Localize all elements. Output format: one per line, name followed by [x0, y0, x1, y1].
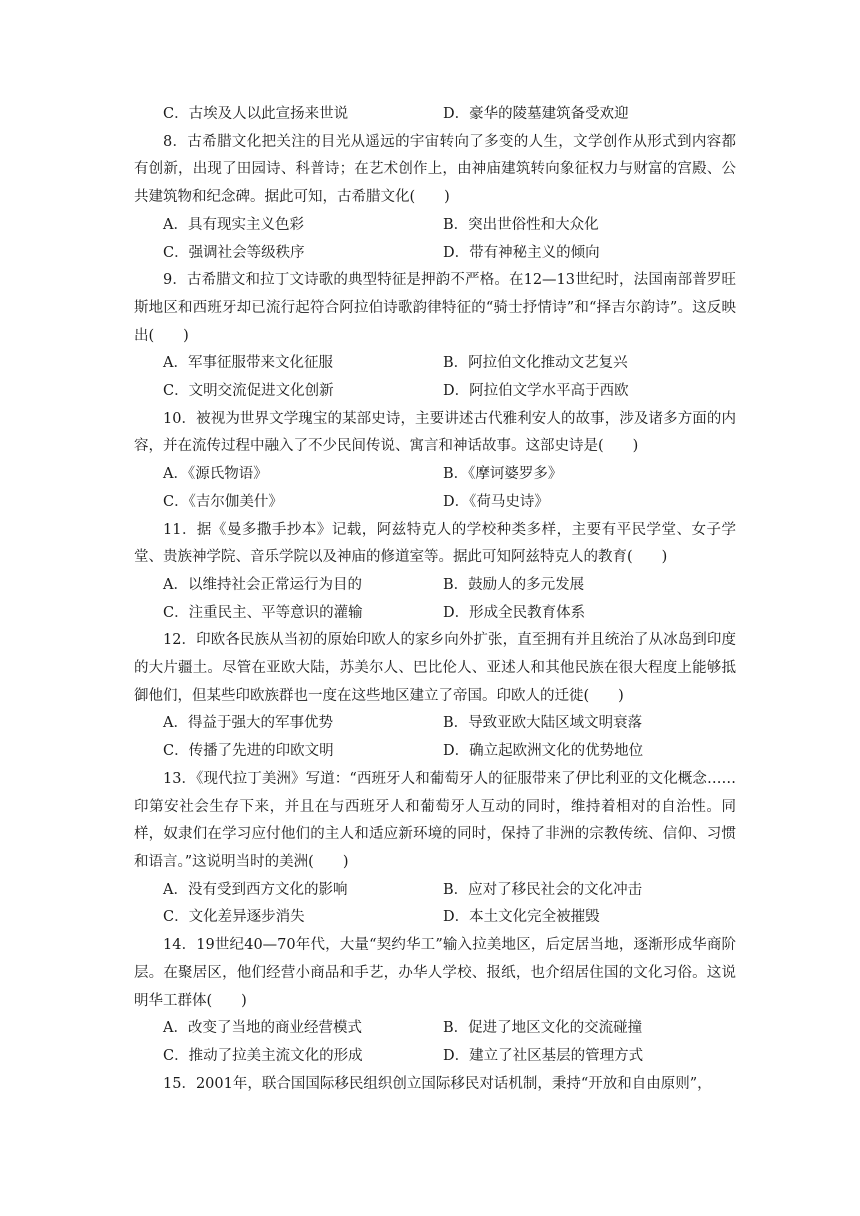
- question-stem: 15．2001年，联合国国际移民组织创立国际移民对话机制，秉持“开放和自由原则”，: [163, 1075, 712, 1092]
- option-a: A．军事征服带来文化征服: [163, 355, 333, 372]
- option-d: D．确立起欧洲文化的优势地位: [443, 743, 644, 760]
- option-row: [134, 572, 736, 600]
- option-d: D．本土文化完全被摧毁: [443, 909, 600, 926]
- option-b: B．阿拉伯文化推动文艺复兴: [443, 355, 628, 372]
- option-row: [134, 738, 736, 766]
- option-row: [134, 877, 736, 905]
- question-13: [134, 766, 736, 932]
- option-a: A．得益于强大的军事优势: [163, 715, 333, 732]
- option-row: [134, 350, 736, 378]
- option-b: B．鼓励人的多元发展: [443, 576, 585, 593]
- option-c: C．文化差异逐步消失: [163, 909, 305, 926]
- option-b: B．促进了地区文化的交流碰撞: [443, 1020, 643, 1037]
- option-row: [134, 240, 736, 268]
- option-c: C．强调社会等级秩序: [163, 244, 305, 261]
- option-c: C．传播了先进的印欧文明: [163, 743, 334, 760]
- option-a: A．没有受到西方文化的影响: [163, 881, 348, 898]
- question-stem: 10．被视为世界文学瑰宝的某部史诗，主要讲述古代雅利安人的故事，涉及诸多方面的内容，并在流传过程中融入了不少民间传说、寓言和神话故事。这部史诗是( ): [134, 410, 736, 455]
- option-row: [134, 461, 736, 489]
- question-15: [134, 1071, 736, 1099]
- option-row: [134, 101, 736, 129]
- option-row: [134, 1015, 736, 1043]
- option-row: [134, 212, 736, 240]
- option-row: [134, 710, 736, 738]
- question-8: [134, 129, 736, 268]
- option-c: C．推动了拉美主流文化的形成: [163, 1047, 363, 1064]
- option-d: D．豪华的陵墓建筑备受欢迎: [443, 106, 629, 122]
- question-list: [134, 101, 736, 1098]
- option-b: B．导致亚欧大陆区域文明衰落: [443, 715, 643, 732]
- question-stem: 14．19世纪40—70年代，大量“契约华工”输入拉美地区，后定居当地，逐渐形成华商阶层。在聚居区，他们经营小商品和手艺，办华人学校、报纸，也介绍居住国的文化习俗。这说明华工群体( ): [134, 937, 736, 1009]
- option-a: A．具有现实主义色彩: [163, 216, 304, 233]
- option-row: [134, 489, 736, 517]
- option-c: C．注重民主、平等意识的灌输: [163, 604, 363, 621]
- option-row: [134, 600, 736, 628]
- option-a: A．《源氏物语》: [163, 466, 268, 483]
- option-d: D．阿拉伯文学水平高于西欧: [443, 383, 629, 400]
- option-b: B．《摩诃婆罗多》: [443, 466, 563, 483]
- option-row: [134, 1043, 736, 1071]
- option-row: [134, 904, 736, 932]
- option-d: D．《荷马史诗》: [443, 493, 549, 510]
- option-d: D．形成全民教育体系: [443, 604, 586, 621]
- question-12: [134, 627, 736, 766]
- option-a: A．以维持社会正常运行为目的: [163, 576, 362, 593]
- question-9: [134, 267, 736, 406]
- option-d: D．带有神秘主义的倾向: [443, 244, 600, 261]
- option-b: B．应对了移民社会的文化冲击: [443, 881, 643, 898]
- option-row: [134, 378, 736, 406]
- option-a: A．改变了当地的商业经营模式: [163, 1020, 362, 1037]
- question-stem: 9．古希腊文和拉丁文诗歌的典型特征是押韵不严格。在12—13世纪时，法国南部普罗旺斯地区和西班牙却已流行起符合阿拉伯诗歌韵律特征的“骑士抒情诗”和“择吉尔韵诗”。这反映出( ): [134, 272, 736, 344]
- q7-options: [134, 101, 736, 129]
- question-11: [134, 517, 736, 628]
- option-b: B．突出世俗性和大众化: [443, 216, 599, 233]
- question-14: [134, 932, 736, 1071]
- question-stem: 8．古希腊文化把关注的目光从遥远的宇宙转向了多变的人生，文学创作从形式到内容都有创新，出现了田园诗、科普诗；在艺术创作上，由神庙建筑转向象征权力与财富的宫殿、公共建筑物和纪念碑。据此可知，古希腊文化( ): [134, 133, 736, 206]
- option-c: C．古埃及人以此宣扬来世说: [163, 106, 349, 122]
- question-stem: 13．《现代拉丁美洲》写道：“西班牙人和葡萄牙人的征服带来了伊比利亚的文化概念……印第安社会生存下来，并且在与西班牙人和葡萄牙人互动的同时，维持着相对的自治性。同样，奴隶们在学习应付他们的主人和适应新环境的同时，保持了非洲的宗教传统、信仰、习惯和语言。”这说明当时的美洲( ): [134, 770, 736, 870]
- option-d: D．建立了社区基层的管理方式: [443, 1047, 644, 1064]
- option-c: C．文明交流促进文化创新: [163, 383, 334, 400]
- question-10: [134, 406, 736, 517]
- question-stem: 12．印欧各民族从当初的原始印欧人的家乡向外扩张，直至拥有并且统治了从冰岛到印度的大片疆土。尽管在亚欧大陆，苏美尔人、巴比伦人、亚述人和其他民族在很大程度上能够抵御他们，但某些印欧族群也一度在这些地区建立了帝国。印欧人的迁徙( ): [134, 632, 736, 704]
- question-stem: 11．据《曼多撒手抄本》记载，阿兹特克人的学校种类多样，主要有平民学堂、女子学堂、贵族神学院、音乐学院以及神庙的修道室等。据此可知阿兹特克人的教育( ): [134, 521, 736, 566]
- option-c: C．《吉尔伽美什》: [163, 493, 283, 510]
